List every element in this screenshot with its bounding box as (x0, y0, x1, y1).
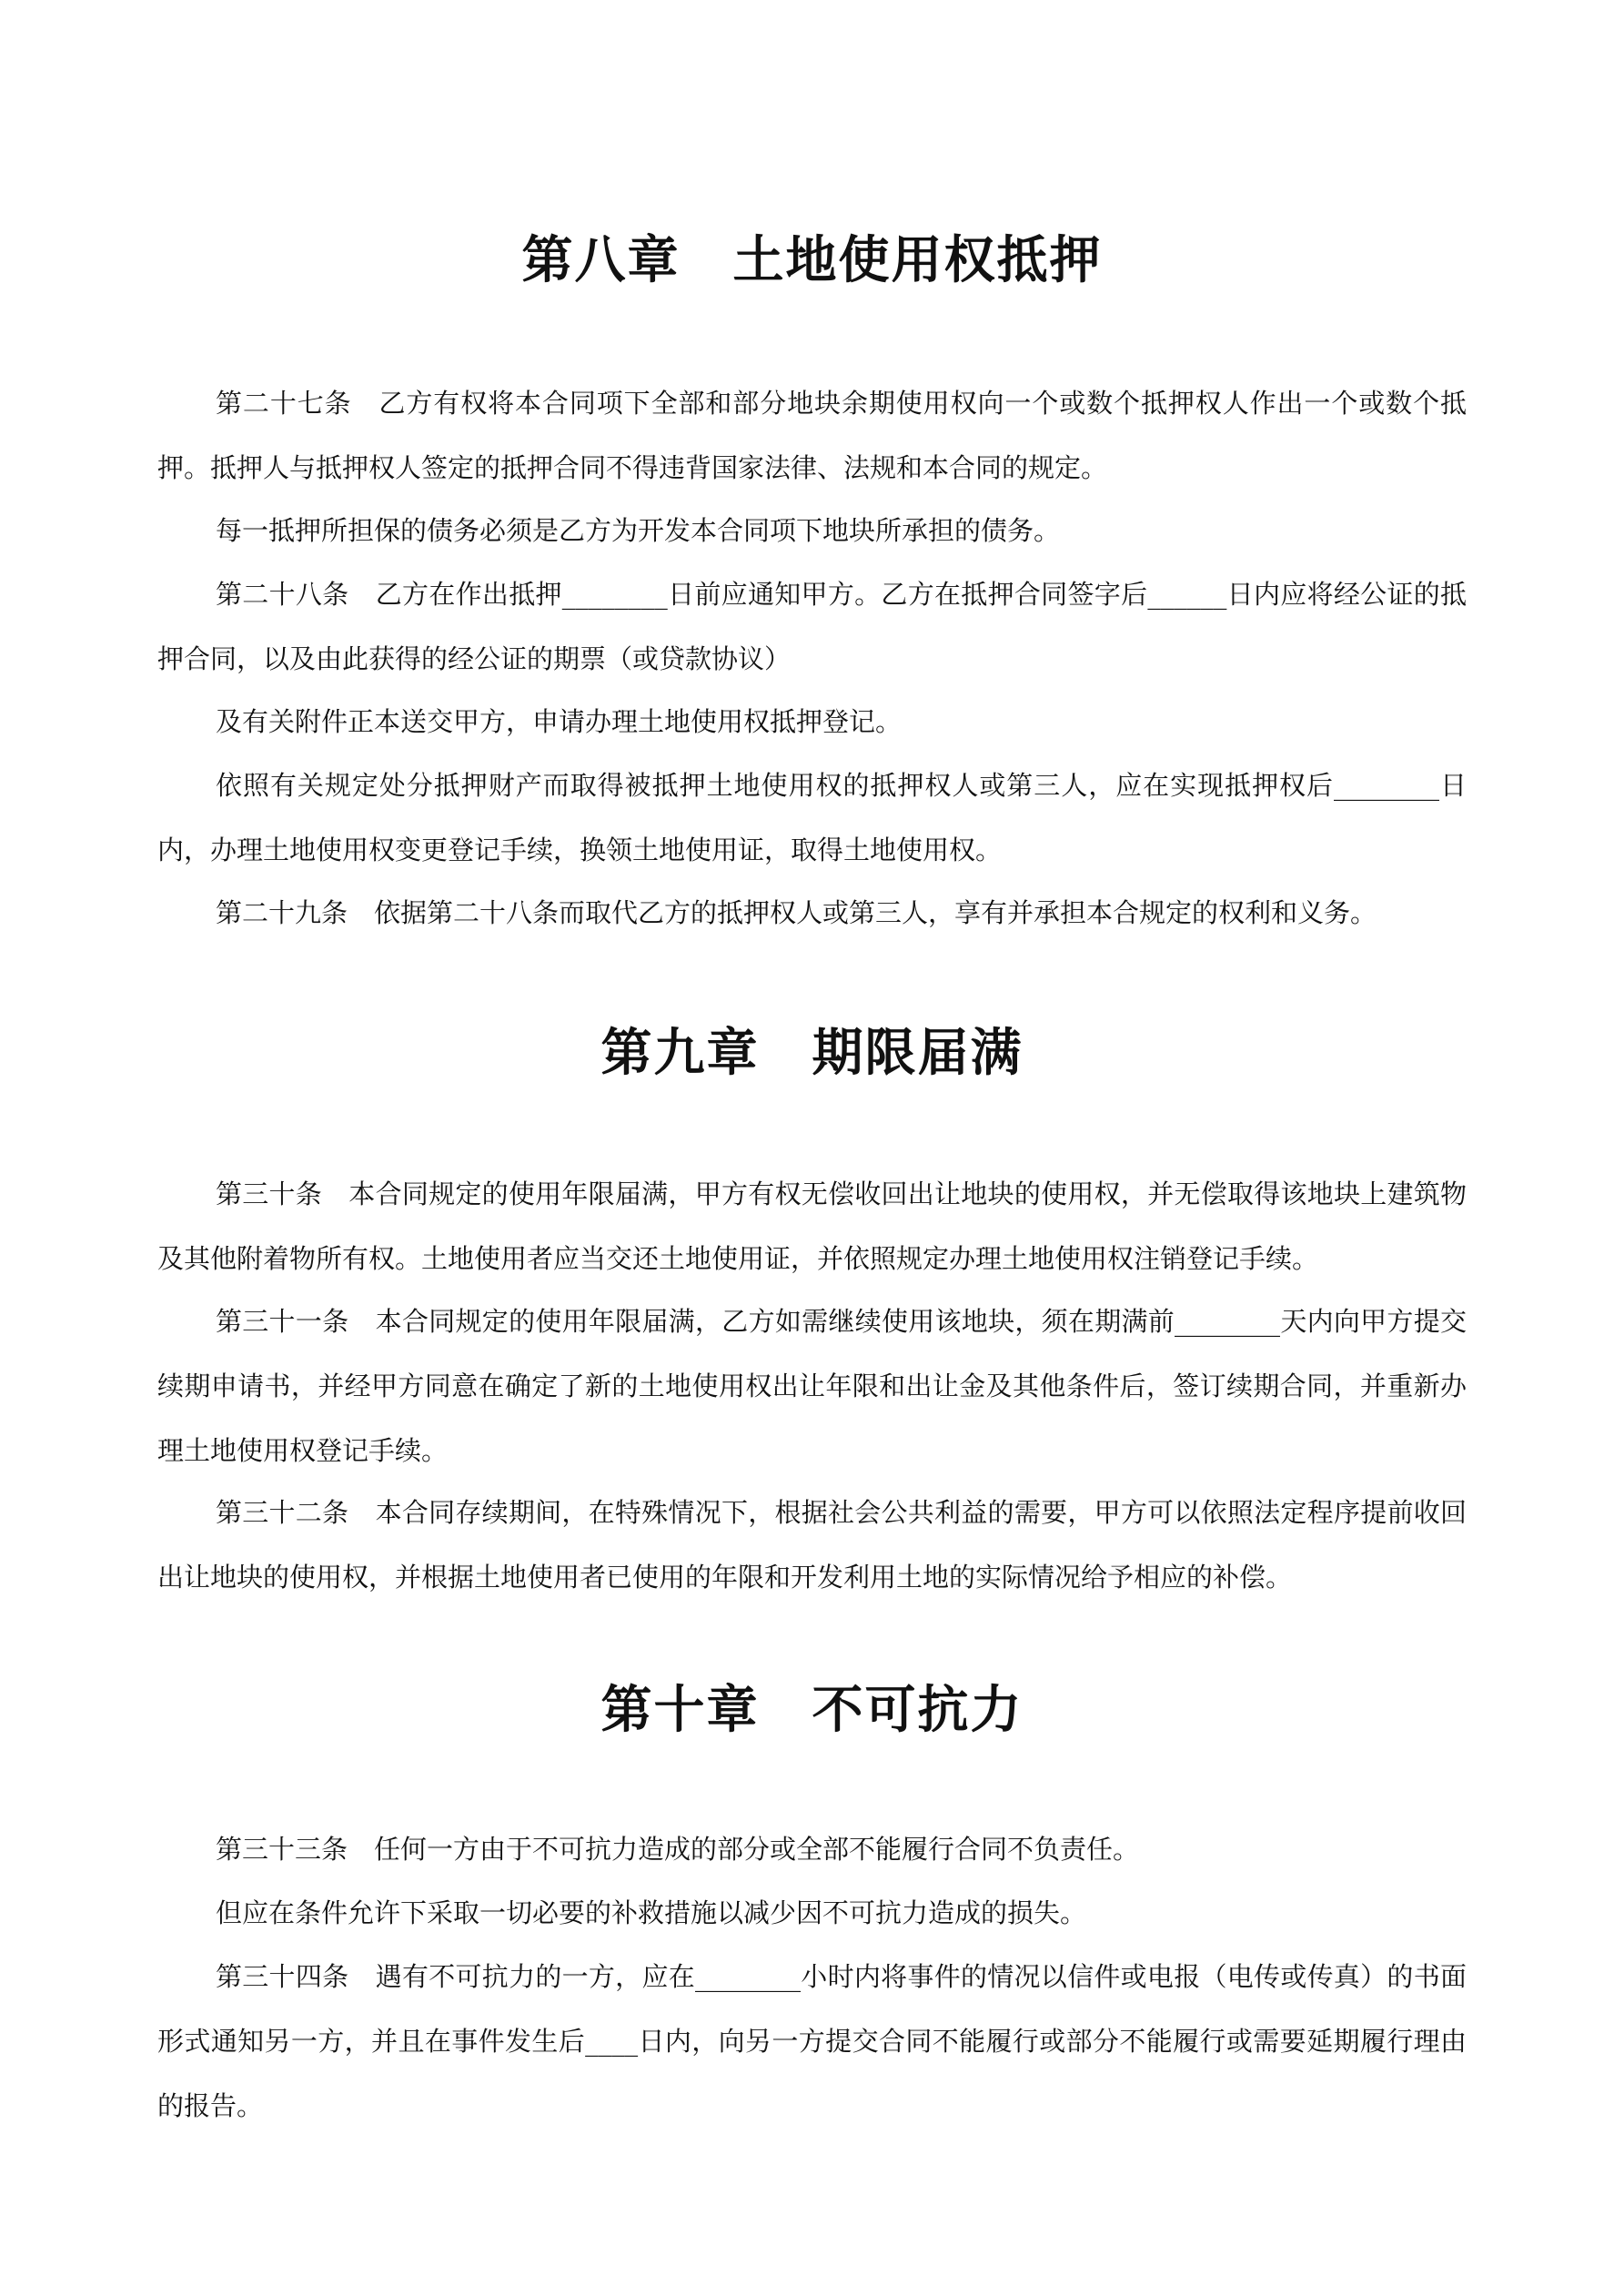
chapter-8-article-28-cont: 及有关附件正本送交甲方，申请办理土地使用权抵押登记。 (216, 706, 903, 737)
chapter-9-article-32: 第三十二条 本合同存续期间，在特殊情况下，根据社会公共利益的需要，甲方可以依照法定程序提前收回出让地块的使用权，并根据土地使用者已使用的年限和开发利用土地的实际情况给予相应的补偿。 (157, 1497, 1467, 1593)
chapter-10-title: 第十章 不可抗力 (600, 1681, 1024, 1740)
chapter-9-title: 第九章 期限届满 (600, 1024, 1024, 1083)
chapter-8-article-28: 第二十八条 乙方在作出抵押________日前应通知甲方。乙方在抵押合同签字后______日内应将经公证的抵押合同，以及由此获得的经公证的期票（或贷款协议） (157, 579, 1467, 674)
chapter-10-article-33: 第三十三条 任何一方由于不可抗力造成的部分或全部不能履行合同不负责任。 (216, 1834, 1140, 1865)
chapter-10-article-33-cont: 但应在条件允许下采取一切必要的补救措施以减少因不可抗力造成的损失。 (216, 1897, 1087, 1928)
chapter-8-article-27: 第二十七条 乙方有权将本合同项下全部和部分地块余期使用权向一个或数个抵押权人作出一个或数个抵押。抵押人与抵押权人签定的抵押合同不得违背国家法律、法规和本合同的规定。 (157, 388, 1467, 483)
chapter-8-title: 第八章 土地使用权抵押 (521, 231, 1103, 290)
chapter-9-article-30: 第三十条 本合同规定的使用年限届满，甲方有权无偿收回出让地块的使用权，并无偿取得该地块上建筑物及其他附着物所有权。土地使用者应当交还土地使用证，并依照规定办理土地使用权注销登记手续。 (157, 1178, 1467, 1274)
chapter-8-article-28-disposal: 依照有关规定处分抵押财产而取得被抵押土地使用权的抵押权人或第三人，应在实现抵押权后________日内，办理土地使用权变更登记手续，换领土地使用证，取得土地使用权。 (157, 770, 1467, 865)
chapter-9-article-31: 第三十一条 本合同规定的使用年限届满，乙方如需继续使用该地块，须在期满前________天内向甲方提交续期申请书，并经甲方同意在确定了新的土地使用权出让年限和出让金及其他条件后，签订续期合同，并重新办理土地使用权登记手续。 (157, 1306, 1467, 1466)
chapter-10-article-34: 第三十四条 遇有不可抗力的一方，应在________小时内将事件的情况以信件或电报（电传或传真）的书面形式通知另一方，并且在事件发生后____日内，向另一方提交合同不能履行或部分不能履行或需要延期履行理由的报告。 (157, 1961, 1467, 2121)
chapter-8-article-29: 第二十九条 依据第二十八条而取代乙方的抵押权人或第三人，享有并承担本合规定的权利和义务。 (216, 897, 1377, 928)
chapter-8-article-27-cont: 每一抵押所担保的债务必须是乙方为开发本合同项下地块所承担的债务。 (216, 515, 1061, 546)
